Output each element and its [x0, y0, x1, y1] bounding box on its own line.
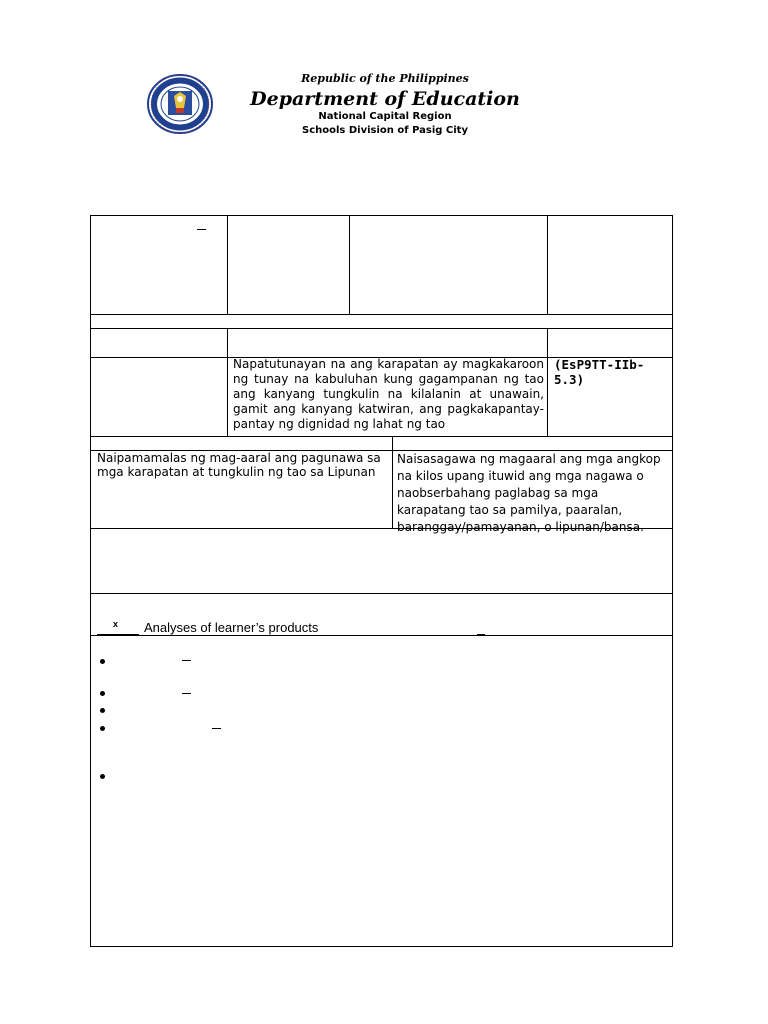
column-divider: [227, 328, 228, 436]
row-divider: [91, 328, 672, 329]
row-divider: [91, 314, 672, 315]
deped-seal-icon: [146, 74, 214, 134]
assessment-underline: [477, 634, 485, 635]
column-divider: [349, 216, 350, 314]
performance-standard: Naisasagawa ng magaaral ang mga angkop na kilos upang ituwid ang mga nagawa o naobserbahang paglabag sa mga karapatang tao sa pamilya, paaralan, baranggay/pamayanan, o lipunan/bansa.: [397, 452, 661, 534]
content-standard: Naipamamalas ng mag-aaral ang pagunawa sa mga karapatan at tungkulin ng tao sa Lipunan: [97, 451, 381, 479]
letterhead: [0, 0, 768, 160]
bullet-mark: [100, 708, 105, 713]
dash-mark: [182, 693, 191, 694]
department-title: Department of Education: [250, 88, 520, 110]
row-divider: [91, 436, 672, 437]
column-divider: [392, 436, 393, 528]
region-title: National Capital Region: [318, 111, 452, 122]
dash-mark: [197, 229, 206, 230]
learning-objective: Napatutunayan na ang karapatan ay magkakaroon ng tunay na kabuluhan kung gagampanan ng tao ang kanyang tungkulin na kilalanin at unawain, gamit ang kanyang katwiran, ang pagkakapantay-pantay ng dignidad ng lahat ng tao: [233, 357, 544, 431]
assessment-underline: [97, 634, 139, 635]
column-divider: [547, 328, 548, 436]
dash-mark: [212, 728, 221, 729]
dash-mark: [182, 660, 191, 661]
bullet-mark: [100, 774, 105, 779]
bullet-mark: [100, 726, 105, 731]
row-divider: [91, 635, 672, 636]
lesson-plan-form: [90, 215, 673, 947]
row-divider: [91, 593, 672, 594]
competency-code: (EsP9TT-IIb-5.3): [554, 357, 645, 387]
column-divider: [227, 216, 228, 314]
assessment-label: Analyses of learner’s products: [144, 620, 319, 635]
division-title: Schools Division of Pasig City: [302, 125, 468, 136]
assessment-check-mark: x: [113, 619, 119, 629]
republic-title: Republic of the Philippines: [301, 72, 469, 85]
column-divider: [547, 216, 548, 314]
bullet-mark: [100, 691, 105, 696]
bullet-mark: [100, 659, 105, 664]
